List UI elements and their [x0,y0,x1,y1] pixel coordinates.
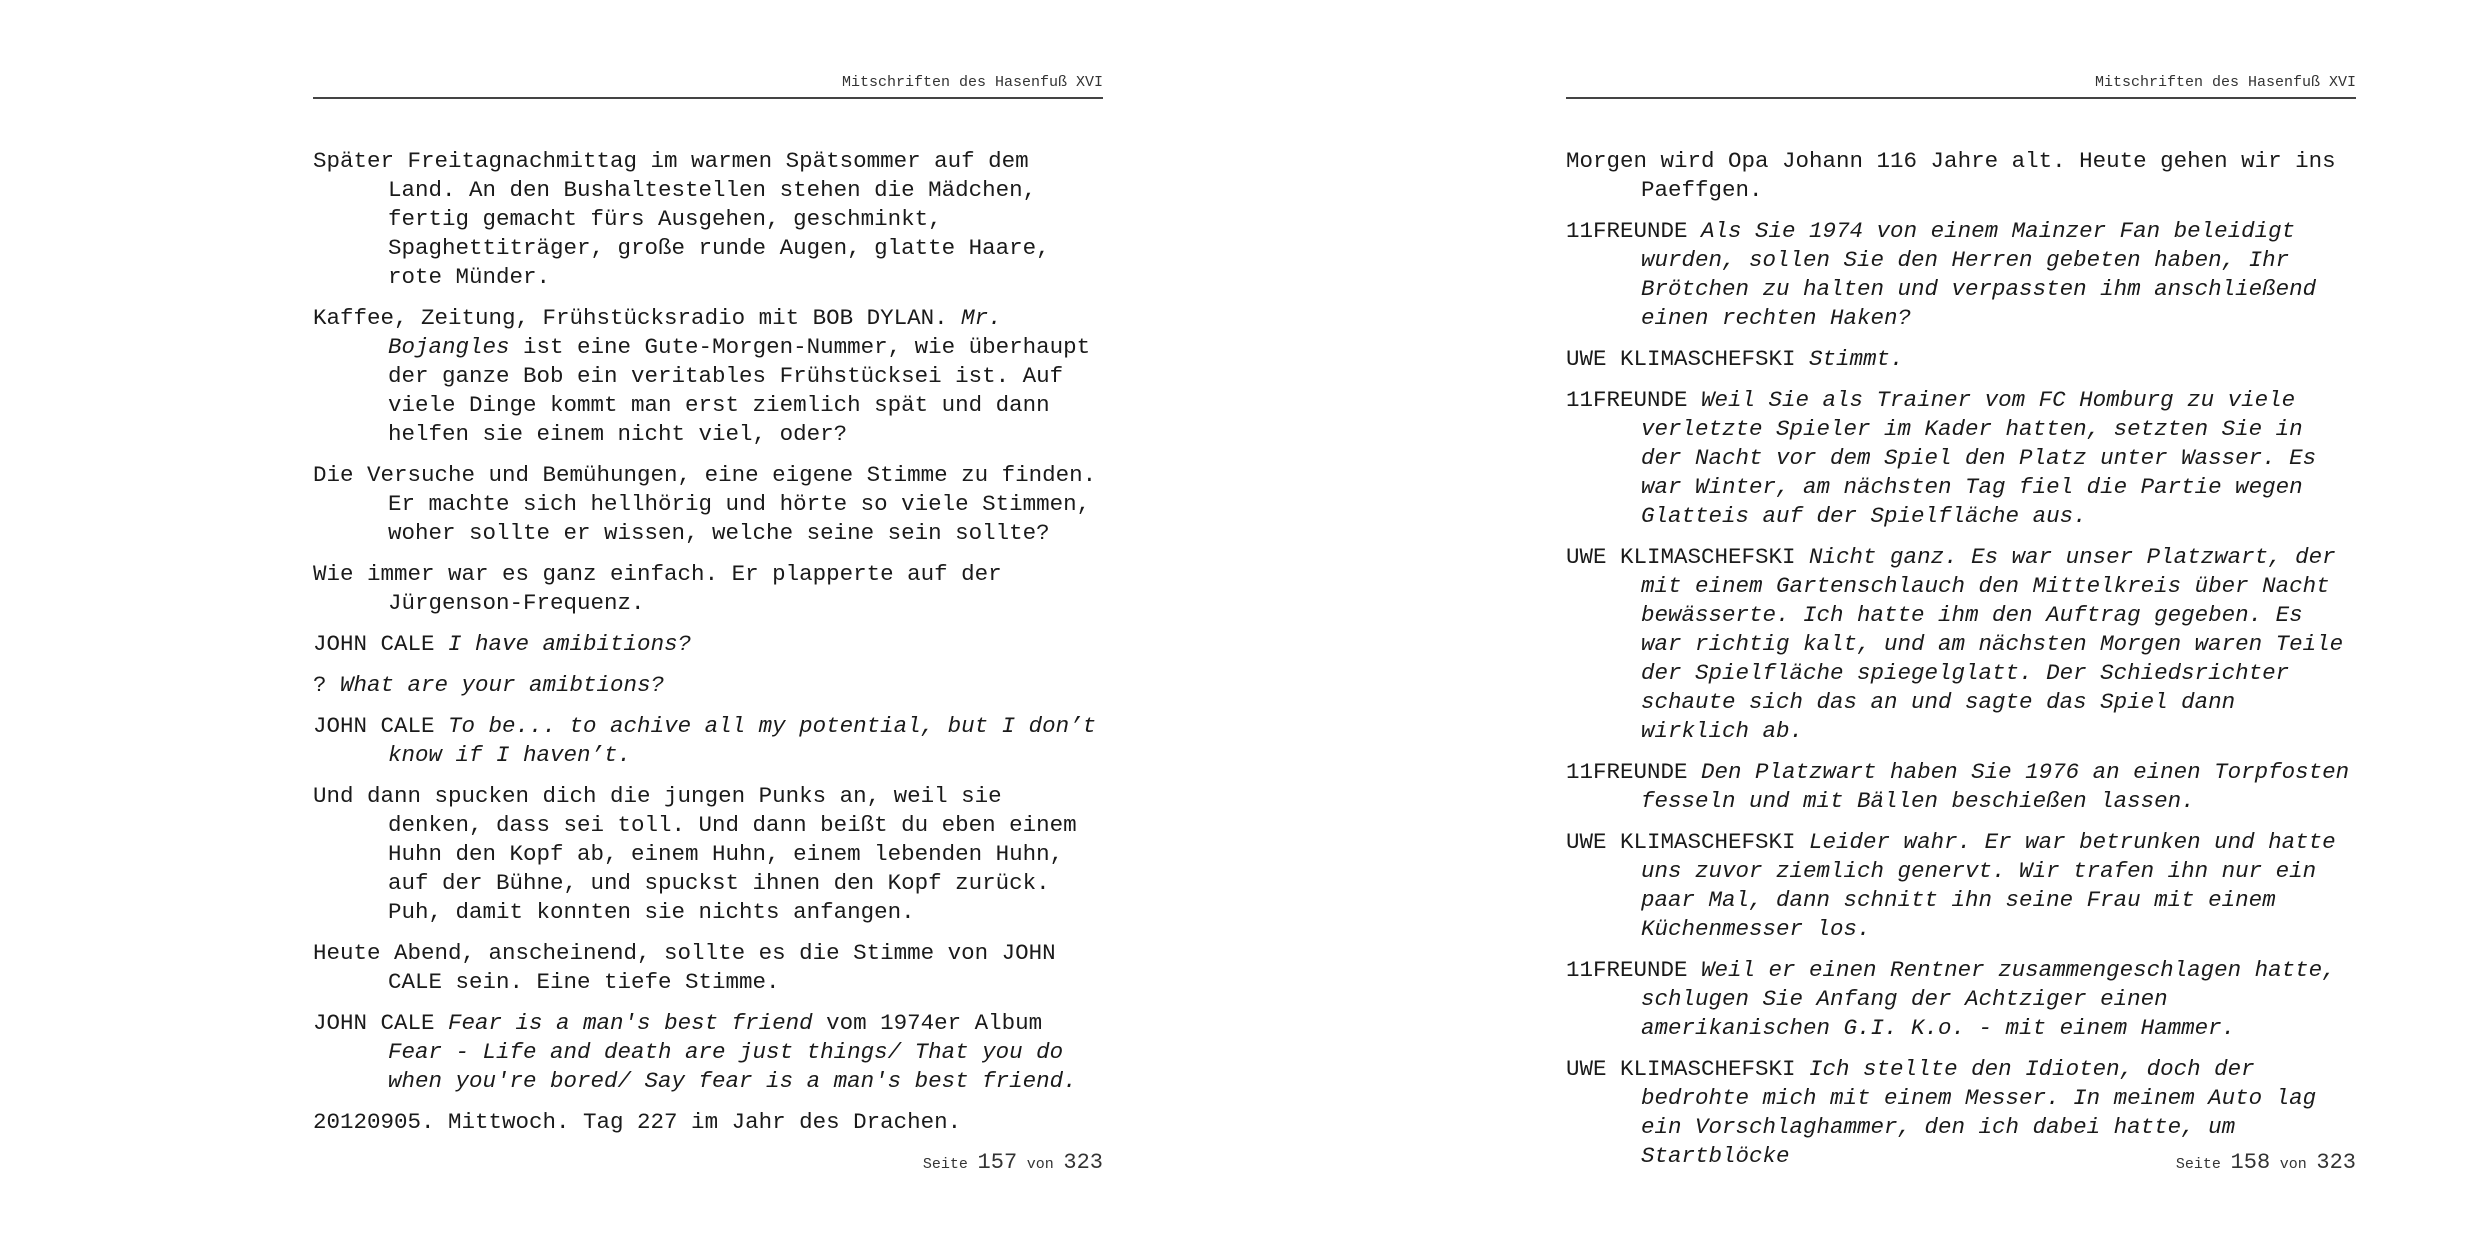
footer-page-total: 323 [2316,1150,2356,1175]
italic-text: Fear is a man's best friend [448,1010,813,1036]
text-run: vom 1974er Album [812,1010,1043,1036]
page-footer [2176,1150,2356,1175]
text-run: 11FREUNDE [1566,218,1702,244]
running-header: Mitschriften des Hasenfuß XVI [2094,74,2356,91]
italic-text: Den Platzwart haben Sie 1976 an einen Torpfosten fesseln und mit Bällen beschießen lassen. [1641,759,2350,814]
text-run: 20120905. Mittwoch. Tag 227 im Jahr des Drachen. [313,1109,962,1135]
paragraph [1566,543,2356,746]
text-run: UWE KLIMASCHEFSKI [1566,544,1810,570]
paragraph [1566,828,2356,944]
text-run: Kaffee, Zeitung, Frühstücksradio mit BOB DYLAN. [313,305,962,331]
paragraph [313,147,1103,292]
text-run: 11FREUNDE [1566,387,1702,413]
italic-text: Fear - Life and death are just things/ That you do when you're bored/ Say fear is a man's best friend. [388,1039,1077,1094]
italic-text: What are your amibtions? [340,672,665,698]
text-run: Wie immer war es ganz einfach. Er plapperte auf der Jürgenson-Frequenz. [313,561,1002,616]
paragraph [313,1108,1103,1137]
text-run: Die Versuche und Bemühungen, eine eigene Stimme zu finden. Er machte sich hellhörig und hörte so viele Stimmen, woher sollte er wissen, welche seine sein sollte? [313,462,1097,546]
text-run: Und dann spucken dich die jungen Punks an, weil sie denken, dass sei toll. Und dann beißt du eben einem Huhn den Kopf ab, einem Huhn, einem lebenden Huhn, auf der Bühne, und spuckst ihnen den Kopf zurück. Puh, damit konnten sie nichts anfangen. [313,783,1077,925]
paragraph [313,630,1103,659]
paragraph [313,939,1103,997]
paragraph [313,560,1103,618]
paragraph [1566,386,2356,531]
paragraph [313,1009,1103,1096]
italic-text: I have amibitions? [448,631,692,657]
paragraph [1566,956,2356,1043]
text-run: Morgen wird Opa Johann 116 Jahre alt. Heute gehen wir ins Paeffgen. [1566,148,2336,203]
italic-text: Als Sie 1974 von einem Mainzer Fan beleidigt wurden, sollen Sie den Herren gebeten haben, Ihr Brötchen zu halten und verpassten ihm anschließend einen rechten Haken? [1641,218,2317,331]
italic-text: Weil Sie als Trainer vom FC Homburg zu viele verletzte Spieler im Kader hatten, setzten Sie in der Nacht vor dem Spiel den Platz unter Wasser. Es war Winter, am nächsten Tag fiel die Partie wegen Glatteis auf der Spielfläche aus. [1641,387,2317,529]
paragraph [1566,147,2356,205]
header-rule [313,97,1103,99]
text-run: ? [313,672,341,698]
page-footer [923,1150,1103,1175]
paragraph [1566,345,2356,374]
text-run: ist eine Gute-Morgen-Nummer, wie überhaupt der ganze Bob ein veritables Frühstücksei ist. Auf viele Dinge kommt man erst ziemlich spät und dann helfen sie einem nicht viel, oder? [388,334,1091,447]
text-run: Heute Abend, anscheinend, sollte es die Stimme von JOHN CALE sein. Eine tiefe Stimme. [313,940,1056,995]
text-run: JOHN CALE [313,1010,449,1036]
italic-text: Stimmt. [1809,346,1904,372]
paragraph [313,304,1103,449]
footer-von-label: von [2279,1156,2307,1173]
paragraph [313,712,1103,770]
paragraph [313,782,1103,927]
running-header: Mitschriften des Hasenfuß XVI [841,74,1103,91]
footer-seite-label: Seite [922,1156,968,1173]
paragraph [1566,758,2356,816]
right-page [1566,0,2356,1240]
italic-text: Leider wahr. Er war betrunken und hatte uns zuvor ziemlich genervt. Wir trafen ihn nur ein paar Mal, dann schnitt ihn seine Frau mit einem Küchenmesser los. [1641,829,2336,942]
text-run: JOHN CALE [313,631,449,657]
italic-text: Nicht ganz. Es war unser Platzwart, der mit einem Gartenschlauch den Mittelkreis über Nacht bewässerte. Ich hatte ihm den Auftrag gegeben. Es war richtig kalt, und am nächsten Morgen waren Teile der Spielfläche spiegelglatt. Der Schiedsrichter schaute sich das an und sagte das Spiel dann wirklich ab. [1641,544,2344,744]
footer-page-number: 157 [977,1150,1018,1175]
page-body [313,147,1103,1149]
paragraph [313,671,1103,700]
paragraph [313,461,1103,548]
page-body [1566,147,2356,1183]
footer-von-label: von [1026,1156,1054,1173]
left-page [313,0,1103,1240]
paragraph [1566,217,2356,333]
italic-text: Weil er einen Rentner zusammengeschlagen hatte, schlugen Sie Anfang der Achtziger einen amerikanischen G.I. K.o. - mit einem Hammer. [1641,957,2336,1041]
footer-page-number: 158 [2230,1150,2271,1175]
text-run: 11FREUNDE [1566,957,1702,983]
text-run: JOHN CALE [313,713,449,739]
header-rule [1566,97,2356,99]
text-run: UWE KLIMASCHEFSKI [1566,829,1810,855]
text-run: UWE KLIMASCHEFSKI [1566,346,1810,372]
text-run: UWE KLIMASCHEFSKI [1566,1056,1810,1082]
text-run: Später Freitagnachmittag im warmen Spätsommer auf dem Land. An den Bushaltestellen stehen die Mädchen, fertig gemacht fürs Ausgehen, geschminkt, Spaghettiträger, große runde Augen, glatte Haare, rote Münder. [313,148,1050,290]
footer-page-total: 323 [1063,1150,1103,1175]
italic-text: Mr. Bojangles [388,305,1002,360]
italic-text: To be... to achive all my potential, but I don’t know if I haven’t. [388,713,1097,768]
footer-seite-label: Seite [2175,1156,2221,1173]
text-run: 11FREUNDE [1566,759,1702,785]
italic-text: Ich stellte den Idioten, doch der bedrohte mich mit einem Messer. In meinem Auto lag ein Vorschlaghammer, den ich dabei hatte, um Startblöcke [1641,1056,2317,1169]
